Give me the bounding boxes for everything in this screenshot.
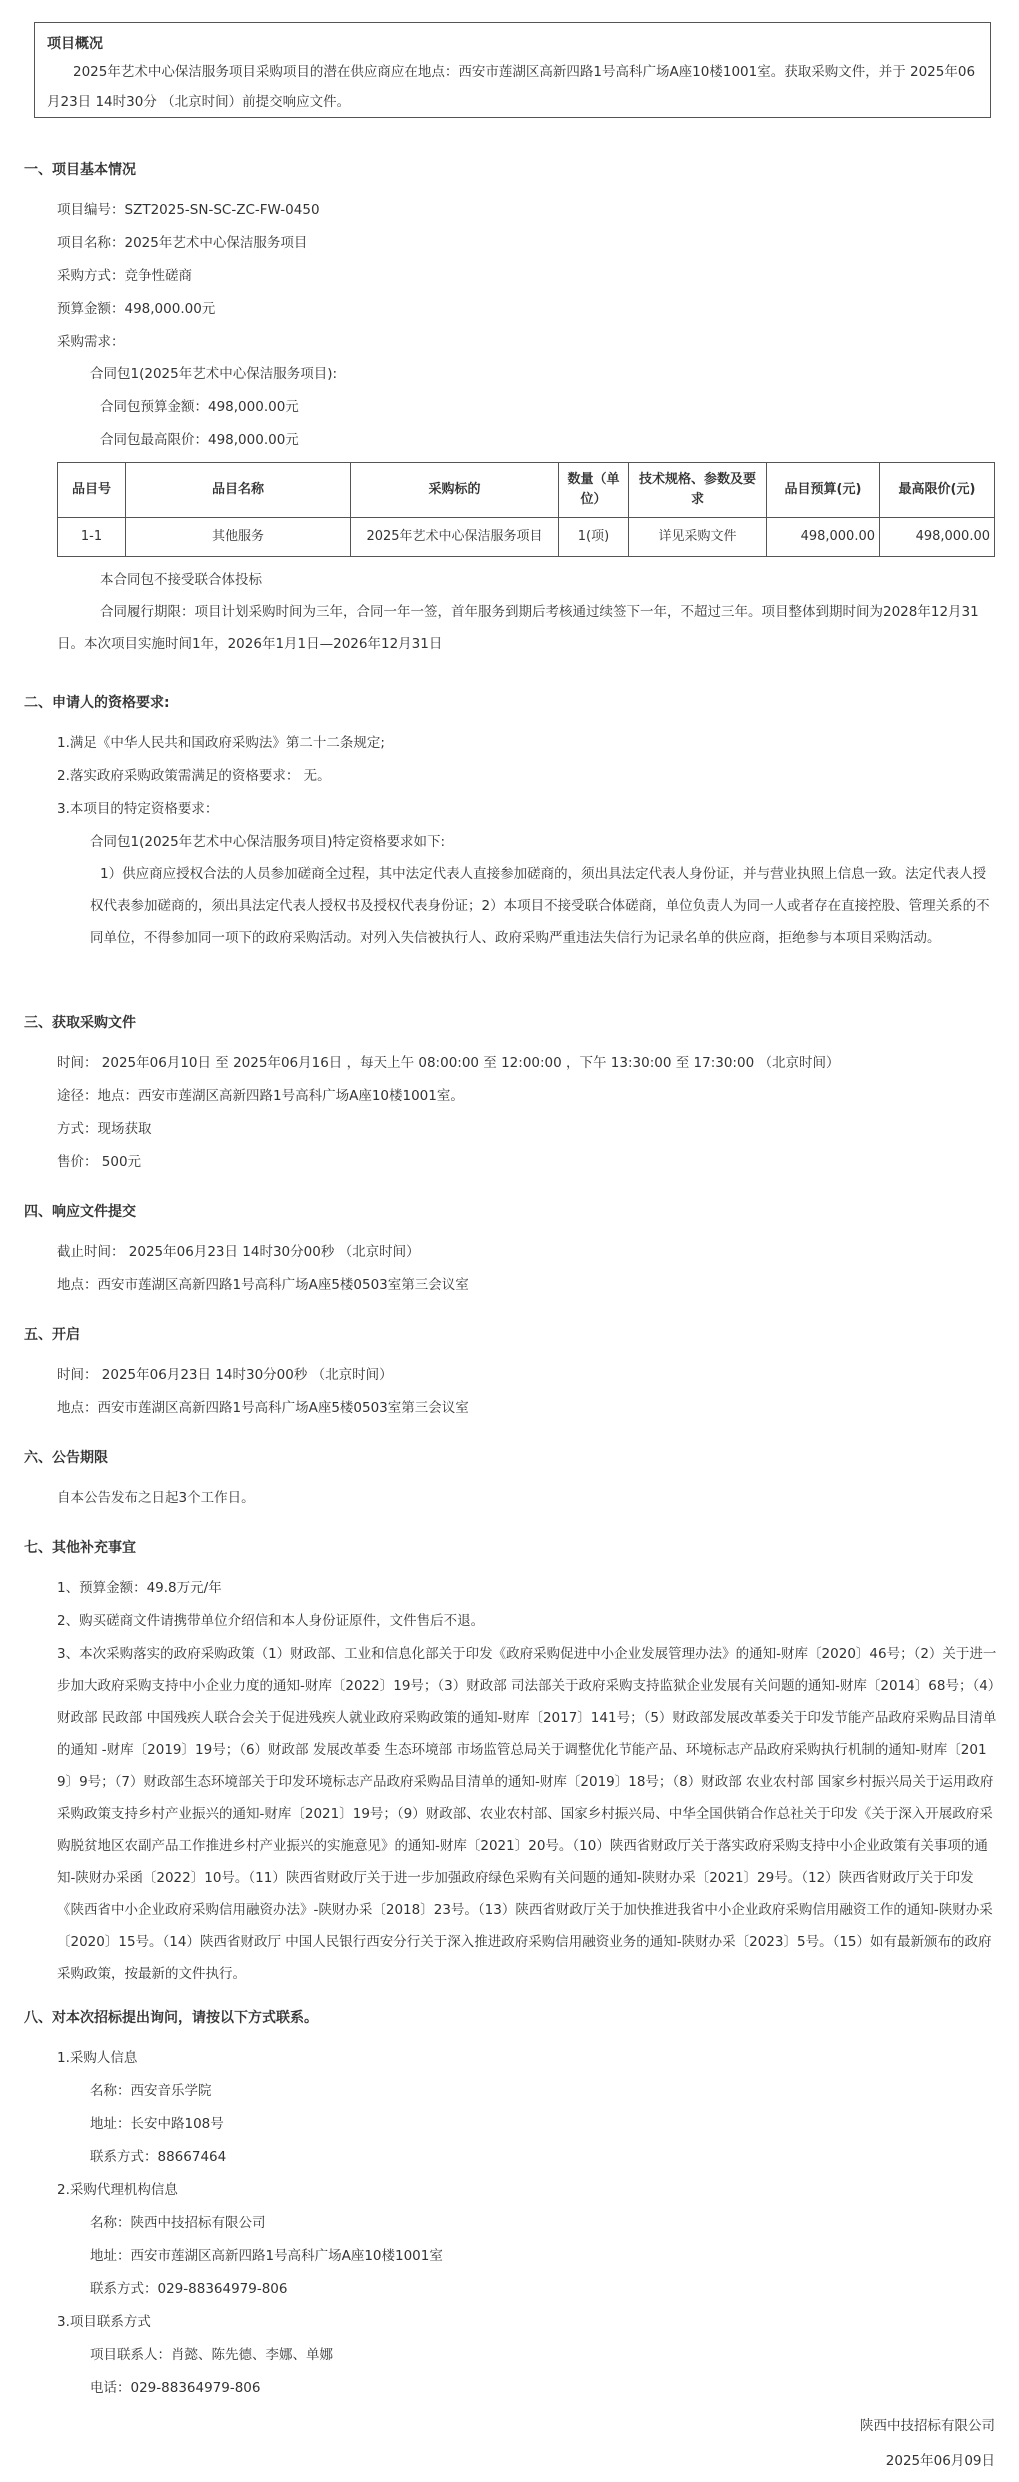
qualification-item-1: 1.满足《中华人民共和国政府采购法》第二十二条规定; — [57, 735, 385, 751]
agent-phone: 联系方式：029-88364979-806 — [90, 2281, 288, 2297]
footer-date: 2025年06月09日 — [885, 2453, 995, 2469]
table-header-cell: 品目预算(元) — [767, 463, 880, 518]
section-1-title: 一、项目基本情况 — [24, 162, 136, 178]
table-header-cell: 采购标的 — [351, 463, 559, 518]
supplement-item-3: 3、本次采购落实的政府采购政策（1）财政部、工业和信息化部关于印发《政府采购促进中小企业发展管理办法》的通知-财库〔2020〕46号；（2）关于进一步加大政府采购支持中小企业力度的通知-财库〔2022〕19号；（3）财政部 司法部关于政府采购支持监狱企业发展有关问题的通知-财库〔2014〕68号；（4）财政部 民政部 中国残疾人联合会关于促进残疾人就业政府采购政策的通知-财库〔2017〕141号；（5）财政部发展改革委关于印发节能产品政府采购品目清单的通知 -财库〔2019〕19号；（6）财政部 发展改革委 生态环境部 市场监管总局关于调整优化节能产品、环境标志产品政府采购执行机制的通知-财库〔2019〕9号；（7）财政部生态环境部关于印发环境标志产品政府采购品目清单的通知-财库〔2019〕18号；（8）财政部 农业农村部 国家乡村振兴局关于运用政府采购政策支持乡村产业振兴的通知-财库〔2021〕19号；（9）财政部、农业农村部、国家乡村振兴局、中华全国供销合作总社关于印发《关于深入开展政府采购脱贫地区农副产品工作推进乡村产业振兴的实施意见》的通知-财库〔2021〕20号。（10）陕西省财政厅关于落实政府采购支持中小企业政策有关事项的通知-陕财办采函〔2022〕10号。（11）陕西省财政厅关于进一步加强政府绿色采购有关问题的通知-陕财办采〔2021〕29号。（12）陕西省财政厅关于印发《陕西省中小企业政府采购信用融资办法》-陕财办采〔2018〕23号。（13）陕西省财政厅关于加快推进我省中小企业政府采购信用融资工作的通知-陕财办采〔2020〕15号。（14）陕西省财政厅 中国人民银行西安分行关于深入推进政府采购信用融资业务的通知-陕财办采〔2023〕5号。（15）如有最新颁布的政府采购政策，按最新的文件执行。 — [57, 1646, 997, 1982]
table-cell: 2025年艺术中心保洁服务项目 — [351, 518, 559, 557]
table-header-cell: 品目号 — [58, 463, 126, 518]
items-table — [57, 462, 995, 557]
overview-title: 项目概况 — [47, 36, 103, 52]
project-contact-title: 3.项目联系方式 — [57, 2314, 151, 2330]
buyer-address: 地址：长安中路108号 — [90, 2116, 224, 2132]
procurement-method: 采购方式：竞争性磋商 — [57, 268, 192, 284]
contract-period: 合同履行期限：项目计划采购时间为三年，合同一年一签，首年服务到期后考核通过续签下一年，不超过三年。项目整体到期时间为2028年12月31日。本次项目实施时间1年，2026年1月1日—2026年12月31日 — [57, 604, 979, 652]
procurement-demand: 采购需求： — [57, 334, 125, 350]
project-contact-phone: 电话：029-88364979-806 — [90, 2380, 261, 2396]
announcement-period: 自本公告发布之日起3个工作日。 — [57, 1490, 255, 1506]
package-title: 合同包1(2025年艺术中心保洁服务项目): — [90, 366, 338, 382]
buyer-phone: 联系方式：88667464 — [90, 2149, 227, 2165]
project-code: 项目编号：SZT2025-SN-SC-ZC-FW-0450 — [57, 202, 320, 218]
package-max-price: 合同包最高限价：498,000.00元 — [100, 432, 299, 448]
package-budget: 合同包预算金额：498,000.00元 — [100, 399, 299, 415]
supplement-item-1: 1、预算金额：49.8万元/年 — [57, 1580, 222, 1596]
opening-place: 地点：西安市莲湖区高新四路1号高科广场A座5楼0503室第三会议室 — [57, 1400, 469, 1416]
package-qualification-title: 合同包1(2025年艺术中心保洁服务项目)特定资格要求如下: — [90, 834, 446, 850]
table-cell: 498,000.00 — [880, 518, 995, 557]
section-3-title: 三、获取采购文件 — [24, 1015, 136, 1031]
obtain-price: 售价： 500元 — [57, 1154, 142, 1170]
table-cell: 1-1 — [58, 518, 126, 557]
table-cell: 详见采购文件 — [629, 518, 767, 557]
no-consortium-note: 本合同包不接受联合体投标 — [100, 572, 262, 588]
submit-deadline: 截止时间： 2025年06月23日 14时30分00秒 （北京时间） — [57, 1244, 420, 1260]
obtain-time: 时间： 2025年06月10日 至 2025年06月16日 ，每天上午 08:00:00 至 12:00:00 ，下午 13:30:00 至 17:30:00 （北京时间） — [57, 1055, 840, 1071]
package-qualification-detail: 1）供应商应授权合法的人员参加磋商全过程，其中法定代表人直接参加磋商的，须出具法定代表人身份证，并与营业执照上信息一致。法定代表人授权代表参加磋商的，须出具法定代表人授权书及授权代表身份证；2）本项目不接受联合体磋商，单位负责人为同一人或者存在直接控股、管理关系的不同单位，不得参加同一项下的政府采购活动。对列入失信被执行人、政府采购严重违法失信行为记录名单的供应商，拒绝参与本项目采购活动。 — [90, 866, 990, 946]
supplement-item-2: 2、购买磋商文件请携带单位介绍信和本人身份证原件，文件售后不退。 — [57, 1613, 485, 1629]
table-row — [58, 518, 995, 557]
obtain-way: 途径：地点：西安市莲湖区高新四路1号高科广场A座10楼1001室。 — [57, 1088, 464, 1104]
qualification-item-2: 2.落实政府采购政策需满足的资格要求： 无。 — [57, 768, 331, 784]
table-cell: 498,000.00 — [767, 518, 880, 557]
obtain-mode: 方式：现场获取 — [57, 1121, 152, 1137]
agent-address: 地址：西安市莲湖区高新四路1号高科广场A座10楼1001室 — [90, 2248, 443, 2264]
opening-time: 时间： 2025年06月23日 14时30分00秒 （北京时间） — [57, 1367, 393, 1383]
overview-text: 2025年艺术中心保洁服务项目采购项目的潜在供应商应在地点：西安市莲湖区高新四路1号高科广场A座10楼1001室。获取采购文件，并于 2025年06月23日 14时30分 （北京时间）前提交响应文件。 — [47, 64, 976, 110]
buyer-info-title: 1.采购人信息 — [57, 2050, 138, 2066]
section-4-title: 四、响应文件提交 — [24, 1204, 136, 1220]
footer-company: 陕西中技招标有限公司 — [860, 2418, 995, 2434]
section-5-title: 五、开启 — [24, 1327, 80, 1343]
project-overview-box — [34, 22, 991, 118]
section-6-title: 六、公告期限 — [24, 1450, 108, 1466]
section-8-title: 八、对本次招标提出询问，请按以下方式联系。 — [24, 2010, 318, 2026]
table-header-cell: 技术规格、参数及要求 — [629, 463, 767, 518]
table-cell: 1(项) — [559, 518, 629, 557]
table-cell: 其他服务 — [126, 518, 351, 557]
table-header-row — [58, 463, 995, 518]
agent-info-title: 2.采购代理机构信息 — [57, 2182, 178, 2198]
table-header-cell: 最高限价(元) — [880, 463, 995, 518]
section-7-title: 七、其他补充事宜 — [24, 1540, 136, 1556]
project-name: 项目名称：2025年艺术中心保洁服务项目 — [57, 235, 308, 251]
buyer-name: 名称：西安音乐学院 — [90, 2083, 212, 2099]
submit-place: 地点：西安市莲湖区高新四路1号高科广场A座5楼0503室第三会议室 — [57, 1277, 469, 1293]
qualification-item-3: 3.本项目的特定资格要求： — [57, 801, 219, 817]
table-header-cell: 品目名称 — [126, 463, 351, 518]
budget-amount: 预算金额：498,000.00元 — [57, 301, 216, 317]
section-2-title: 二、申请人的资格要求: — [24, 695, 170, 711]
project-contact-people: 项目联系人：肖懿、陈先德、李娜、单娜 — [90, 2347, 333, 2363]
agent-name: 名称：陕西中技招标有限公司 — [90, 2215, 266, 2231]
table-header-cell: 数量（单位） — [559, 463, 629, 518]
